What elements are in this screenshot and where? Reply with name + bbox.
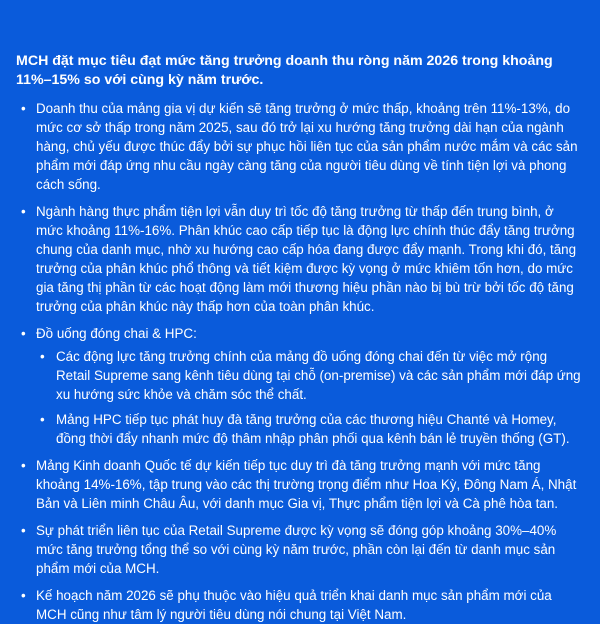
bullet-international: • Mảng Kinh doanh Quốc tế dự kiến tiếp tục duy trì đà tăng trưởng mạnh với mức tăng khoảng 14%-16%, tập trung vào các thị trường trọng điểm như Hoa Kỳ, Đông Nam Á, Nhật Bản và Liên minh Châu Âu, với danh mục Gia vị, Thực phẩm tiện lợi và Cà phê hòa tan. <box>16 456 584 513</box>
sub-bullet-bottled-drinks: • Các động lực tăng trưởng chính của mảng đồ uống đóng chai đến từ việc mở rộng Retail Supreme sang kênh tiêu dùng tại chỗ (on-premise) và các sản phẩm mới đáp ứng xu hướng sức khỏe và chăm sóc thể chất. <box>36 347 584 404</box>
headline: MCH đặt mục tiêu đạt mức tăng trưởng doanh thu ròng năm 2026 trong khoảng 11%–15% so với cùng kỳ năm trước. <box>16 53 553 88</box>
bullet-beverages-hpc <box>16 324 584 448</box>
bullet-beverages-hpc-label: Đồ uống đóng chai & HPC: <box>36 326 197 341</box>
bullet-seasoning: • Doanh thu của mảng gia vị dự kiến sẽ tăng trưởng ở mức thấp, khoảng trên 11%-13%, do mức cơ sở thấp trong năm 2025, sau đó trở lại xu hướng tăng trưởng dài hạn của ngành hàng, chủ yếu được thúc đẩy bởi sự phục hồi liên tục của sản phẩm nước mắm và các sản phẩm mới đáp ứng nhu cầu ngày càng tăng của người tiêu dùng về tính tiện lợi và phong cách sống. <box>16 99 584 194</box>
bullet-plan-2026: • Kế hoạch năm 2026 sẽ phụ thuộc vào hiệu quả triển khai danh mục sản phẩm mới của MCH cũng như tâm lý người tiêu dùng nói chung tại Việt Nam. <box>16 586 584 624</box>
sub-bullet-hpc: • Mảng HPC tiếp tục phát huy đà tăng trưởng của các thương hiệu Chanté và Homey, đồng thời đẩy nhanh mức độ thâm nhập phân phối qua kênh bán lẻ truyền thống (GT). <box>36 410 584 448</box>
bullet-retail-supreme: • Sự phát triển liên tục của Retail Supreme được kỳ vọng sẽ đóng góp khoảng 30%–40% mức tăng trưởng tổng thể so với cùng kỳ năm trước, phần còn lại đến từ danh mục sản phẩm mới của MCH. <box>16 521 584 578</box>
bullet-list <box>16 99 584 624</box>
sub-bullet-list <box>36 347 584 448</box>
bullet-convenience-food: • Ngành hàng thực phẩm tiện lợi vẫn duy trì tốc độ tăng trưởng từ thấp đến trung bình, ở mức khoảng 11%-16%. Phân khúc cao cấp tiếp tục là động lực chính thúc đẩy tăng trưởng chung của danh mục, nhờ xu hướng cao cấp hóa đang được đẩy mạnh. Trong khi đó, tăng trưởng của phân khúc phổ thông và tiết kiệm được kỳ vọng ở mức khiêm tốn hơn, do mức gia tăng thị phần từ các hoạt động làm mới thương hiệu phần nào bị bù trừ bởi tốc độ tăng trưởng của phân khúc này thấp hơn của toàn phân khúc. <box>16 202 584 316</box>
